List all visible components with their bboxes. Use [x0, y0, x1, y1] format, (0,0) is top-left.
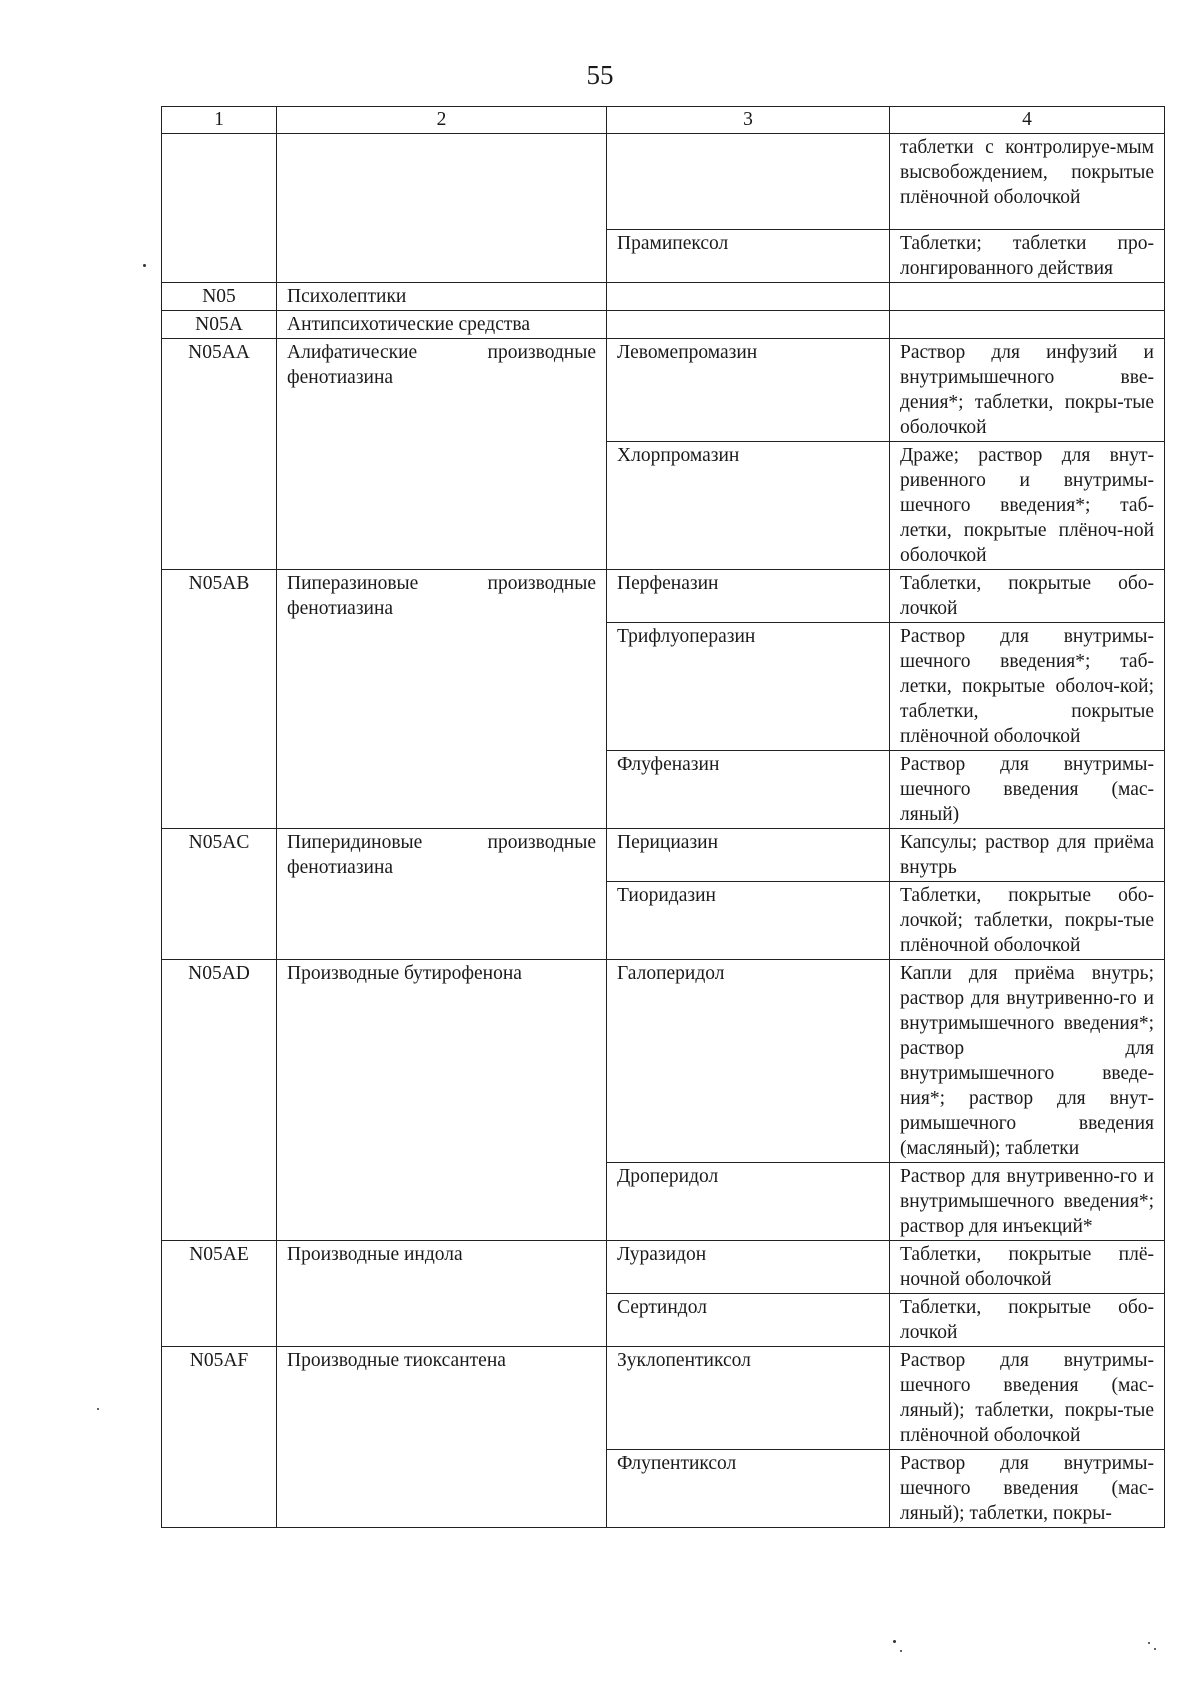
dosage-form-cell: Драже; раствор для внут-ривенного и внутримы-шечного введения*; таб-летки, покрытые плёноч-ной оболочкой [890, 442, 1165, 570]
code-cell: N05AF [162, 1347, 277, 1528]
drug-cell: Прамипексол [607, 230, 890, 283]
drug-table [161, 106, 1165, 1528]
group-cell: Производные индола [277, 1241, 607, 1347]
drug-cell: Перициазин [607, 829, 890, 882]
dosage-form-cell: Раствор для внутримы-шечного введения (мас-ляный) [890, 751, 1165, 829]
dosage-form-cell: Раствор для внутримы-шечного введения (мас-ляный); таблетки, покры- [890, 1450, 1165, 1528]
column-header-2: 2 [277, 107, 607, 134]
table-header-row [162, 107, 1165, 134]
table-row [162, 283, 1165, 311]
column-header-4: 4 [890, 107, 1165, 134]
code-cell: N05AC [162, 829, 277, 960]
dosage-form-cell: таблетки с контролируе-мым высвобождением, покрытые плёночной оболочкой [890, 134, 1165, 230]
scan-speck [97, 1408, 99, 1410]
dosage-form-cell: Таблетки, покрытые плё-ночной оболочкой [890, 1241, 1165, 1294]
code-cell: N05AE [162, 1241, 277, 1347]
drug-cell: Галоперидол [607, 960, 890, 1163]
dosage-form-cell: Таблетки, покрытые обо-лочкой [890, 1294, 1165, 1347]
table-row [162, 570, 1165, 623]
table-row [162, 1347, 1165, 1450]
dosage-form-cell [890, 283, 1165, 311]
drug-cell: Перфеназин [607, 570, 890, 623]
scan-speck [143, 264, 146, 267]
code-cell: N05AA [162, 339, 277, 570]
dosage-form-cell: Таблетки, покрытые обо-лочкой [890, 570, 1165, 623]
drug-cell [607, 283, 890, 311]
dosage-form-cell: Таблетки; таблетки про-лонгированного действия [890, 230, 1165, 283]
scan-speck [893, 1640, 896, 1643]
code-cell: N05AD [162, 960, 277, 1241]
code-cell [162, 134, 277, 283]
code-cell: N05 [162, 283, 277, 311]
drug-cell [607, 134, 890, 230]
table-row [162, 1241, 1165, 1294]
drug-cell: Хлорпромазин [607, 442, 890, 570]
dosage-form-cell: Раствор для инфузий и внутримышечного вве-дения*; таблетки, покры-тые оболочкой [890, 339, 1165, 442]
drug-cell [607, 311, 890, 339]
table-row [162, 829, 1165, 882]
group-cell: Алифатические производные фенотиазина [277, 339, 607, 570]
scan-speck [1154, 1648, 1156, 1650]
dosage-form-cell [890, 311, 1165, 339]
drug-cell: Сертиндол [607, 1294, 890, 1347]
code-cell: N05AB [162, 570, 277, 829]
drug-cell: Трифлуоперазин [607, 623, 890, 751]
page-number: 55 [586, 60, 614, 90]
dosage-form-cell: Раствор для внутривенно-го и внутримышечного введения*; раствор для инъекций* [890, 1163, 1165, 1241]
scan-speck [1148, 1642, 1150, 1644]
dosage-form-cell: Раствор для внутримы-шечного введения*; таб-летки, покрытые оболоч-кой; таблетки, покрытые плёночной оболочкой [890, 623, 1165, 751]
code-cell: N05A [162, 311, 277, 339]
drug-cell: Тиоридазин [607, 882, 890, 960]
column-header-3: 3 [607, 107, 890, 134]
drug-cell: Флуфеназин [607, 751, 890, 829]
group-cell: Производные бутирофенона [277, 960, 607, 1241]
dosage-form-cell: Таблетки, покрытые обо-лочкой; таблетки, покры-тые плёночной оболочкой [890, 882, 1165, 960]
table-row [162, 134, 1165, 230]
group-cell: Психолептики [277, 283, 607, 311]
group-cell: Производные тиоксантена [277, 1347, 607, 1528]
table-row [162, 311, 1165, 339]
dosage-form-cell: Капли для приёма внутрь; раствор для внутривенно-го и внутримышечного введения*; раствор для внутримышечного введе-ния*; раствор для внут-римышечного введения (масляный); таблетки [890, 960, 1165, 1163]
group-cell: Пиперазиновые производные фенотиазина [277, 570, 607, 829]
scan-speck [900, 1650, 902, 1652]
dosage-form-cell: Раствор для внутримы-шечного введения (мас-ляный); таблетки, покры-тые плёночной оболочкой [890, 1347, 1165, 1450]
group-cell: Антипсихотические средства [277, 311, 607, 339]
dosage-form-cell: Капсулы; раствор для приёма внутрь [890, 829, 1165, 882]
table-row [162, 960, 1165, 1163]
drug-cell: Флупентиксол [607, 1450, 890, 1528]
group-cell [277, 134, 607, 283]
table-row [162, 339, 1165, 442]
drug-cell: Зуклопентиксол [607, 1347, 890, 1450]
group-cell: Пиперидиновые производные фенотиазина [277, 829, 607, 960]
drug-cell: Дроперидол [607, 1163, 890, 1241]
drug-cell: Левомепромазин [607, 339, 890, 442]
drug-cell: Луразидон [607, 1241, 890, 1294]
column-header-1: 1 [162, 107, 277, 134]
